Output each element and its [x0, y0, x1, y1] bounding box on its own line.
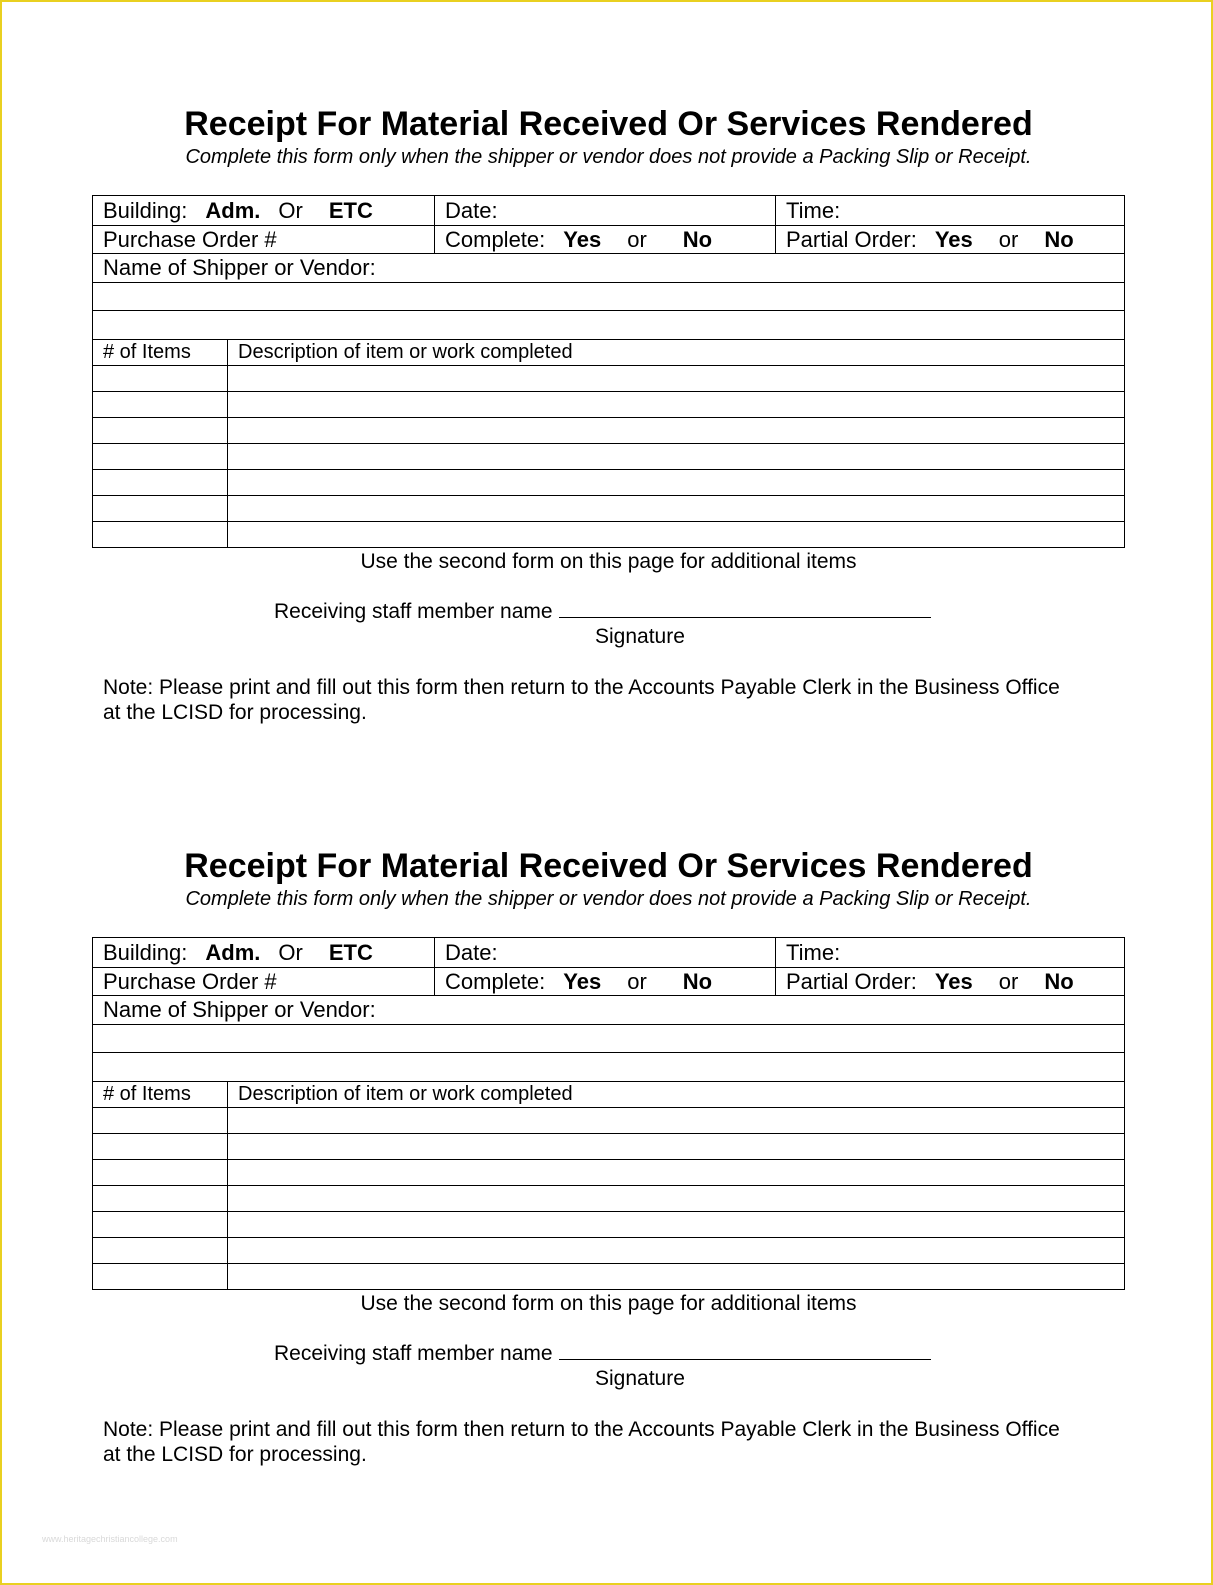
items-count-cell[interactable] — [93, 366, 227, 391]
staff-signature-line[interactable] — [559, 599, 931, 618]
description-cell[interactable] — [227, 392, 1124, 417]
items-count-cell[interactable] — [93, 470, 227, 495]
table-row — [93, 365, 1124, 391]
description-header: Description of item or work completed — [227, 340, 1124, 365]
items-count-cell[interactable] — [93, 1186, 227, 1211]
items-header-row — [93, 339, 1124, 365]
building-date-time-row — [93, 196, 1124, 225]
building-date-time-row — [93, 938, 1124, 967]
table-row — [93, 1211, 1124, 1237]
vendor-blank-row[interactable] — [93, 310, 1124, 339]
table-row — [93, 443, 1124, 469]
additional-items-note: Use the second form on this page for additional items — [360, 1292, 857, 1315]
table-row — [93, 1107, 1124, 1133]
complete-label: Complete: — [445, 226, 546, 252]
form-title: Receipt For Material Received Or Services Rendered — [184, 847, 1033, 885]
date-label: Date: — [445, 197, 498, 223]
building-or: Or — [278, 197, 303, 223]
note-line-1: Note: Please print and fill out this form then return to the Accounts Payable Clerk in the Business Office — [103, 676, 1060, 699]
purchase-order-cell[interactable] — [93, 968, 434, 996]
items-count-cell[interactable] — [93, 1212, 227, 1237]
description-cell[interactable] — [227, 1264, 1124, 1289]
partial-no: No — [1044, 226, 1074, 252]
form-title: Receipt For Material Received Or Services Rendered — [184, 105, 1033, 143]
date-cell[interactable] — [434, 196, 775, 225]
table-row — [93, 1185, 1124, 1211]
items-count-header: # of Items — [103, 340, 191, 363]
time-label: Time: — [786, 939, 841, 965]
building-label: Building: — [103, 197, 188, 223]
partial-yes: Yes — [934, 968, 973, 994]
items-count-cell[interactable] — [93, 1134, 227, 1159]
complete-or: or — [627, 968, 647, 994]
description-cell[interactable] — [227, 470, 1124, 495]
blank-cell[interactable] — [93, 283, 1124, 311]
staff-name-field[interactable] — [274, 599, 931, 624]
items-count-cell[interactable] — [93, 418, 227, 443]
blank-cell[interactable] — [93, 311, 1124, 339]
building-option-adm: Adm. — [205, 197, 261, 223]
form-subtitle: Complete this form only when the shipper or vendor does not provide a Packing Slip or Receipt. — [185, 146, 1032, 168]
table-row — [93, 391, 1124, 417]
description-cell[interactable] — [227, 444, 1124, 469]
date-cell[interactable] — [434, 938, 775, 967]
partial-no: No — [1044, 968, 1074, 994]
description-cell[interactable] — [227, 522, 1124, 547]
items-count-cell[interactable] — [93, 522, 227, 547]
time-cell[interactable] — [775, 938, 1124, 967]
items-count-cell[interactable] — [93, 1238, 227, 1263]
vendor-label-row — [93, 995, 1124, 1024]
date-label: Date: — [445, 939, 498, 965]
blank-cell[interactable] — [93, 1053, 1124, 1081]
description-cell[interactable] — [227, 1134, 1124, 1159]
form-grid — [92, 195, 1125, 548]
signature-label: Signature — [595, 1367, 685, 1390]
time-label: Time: — [786, 197, 841, 223]
form-subtitle: Complete this form only when the shipper or vendor does not provide a Packing Slip or Receipt. — [185, 888, 1032, 910]
building-cell[interactable] — [93, 196, 434, 225]
vendor-label-row — [93, 253, 1124, 282]
description-cell[interactable] — [227, 1108, 1124, 1133]
table-row — [93, 1159, 1124, 1185]
table-row — [93, 1237, 1124, 1263]
table-row — [93, 521, 1124, 547]
items-count-cell[interactable] — [93, 392, 227, 417]
note-line-1: Note: Please print and fill out this form then return to the Accounts Payable Clerk in the Business Office — [103, 1418, 1060, 1441]
vendor-cell[interactable] — [93, 254, 1124, 282]
table-row — [93, 1263, 1124, 1289]
processing-note — [103, 1417, 1113, 1467]
partial-order-cell[interactable] — [775, 226, 1124, 254]
description-cell[interactable] — [227, 1186, 1124, 1211]
building-option-adm: Adm. — [205, 939, 261, 965]
complete-yes: Yes — [563, 226, 602, 252]
items-count-header: # of Items — [103, 1082, 191, 1105]
staff-name-label: Receiving staff member name — [274, 1342, 553, 1365]
vendor-label: Name of Shipper or Vendor: — [103, 255, 376, 281]
complete-or: or — [627, 226, 647, 252]
description-cell[interactable] — [227, 1212, 1124, 1237]
items-count-cell[interactable] — [93, 444, 227, 469]
complete-yes: Yes — [563, 968, 602, 994]
complete-cell[interactable] — [434, 226, 775, 254]
time-cell[interactable] — [775, 196, 1124, 225]
vendor-blank-row[interactable] — [93, 282, 1124, 311]
description-cell[interactable] — [227, 366, 1124, 391]
note-line-2: at the LCISD for processing. — [103, 1443, 367, 1466]
partial-order-cell[interactable] — [775, 968, 1124, 996]
items-count-cell[interactable] — [93, 1264, 227, 1289]
blank-cell[interactable] — [93, 1025, 1124, 1053]
vendor-label: Name of Shipper or Vendor: — [103, 997, 376, 1023]
description-cell[interactable] — [227, 1160, 1124, 1185]
po-complete-partial-row — [93, 967, 1124, 996]
po-complete-partial-row — [93, 225, 1124, 254]
complete-label: Complete: — [445, 968, 546, 994]
vendor-blank-row[interactable] — [93, 1052, 1124, 1081]
partial-or: or — [998, 968, 1019, 994]
description-cell[interactable] — [227, 496, 1124, 521]
staff-name-field[interactable] — [274, 1341, 931, 1366]
partial-order-label: Partial Order: — [786, 226, 917, 252]
note-line-2: at the LCISD for processing. — [103, 701, 367, 724]
staff-signature-line[interactable] — [559, 1341, 931, 1360]
building-label: Building: — [103, 939, 188, 965]
vendor-blank-row[interactable] — [93, 1024, 1124, 1053]
partial-yes: Yes — [934, 226, 973, 252]
purchase-order-cell[interactable] — [93, 226, 434, 254]
vendor-cell[interactable] — [93, 996, 1124, 1024]
complete-cell[interactable] — [434, 968, 775, 996]
table-row — [93, 469, 1124, 495]
form-grid — [92, 937, 1125, 1290]
building-cell[interactable] — [93, 938, 434, 967]
purchase-order-label: Purchase Order # — [103, 968, 277, 994]
building-or: Or — [278, 939, 303, 965]
processing-note — [103, 675, 1113, 725]
staff-name-label: Receiving staff member name — [274, 600, 553, 623]
building-option-etc: ETC — [328, 197, 373, 223]
building-option-etc: ETC — [328, 939, 373, 965]
partial-order-label: Partial Order: — [786, 968, 917, 994]
items-count-cell[interactable] — [93, 1160, 227, 1185]
description-cell[interactable] — [227, 1238, 1124, 1263]
additional-items-note: Use the second form on this page for additional items — [360, 550, 857, 573]
items-count-cell[interactable] — [93, 1108, 227, 1133]
table-row — [93, 1133, 1124, 1159]
signature-label: Signature — [595, 625, 685, 648]
complete-no: No — [682, 968, 713, 994]
complete-no: No — [682, 226, 713, 252]
description-header: Description of item or work completed — [227, 1082, 1124, 1107]
items-header-row — [93, 1081, 1124, 1107]
description-cell[interactable] — [227, 418, 1124, 443]
items-count-cell[interactable] — [93, 496, 227, 521]
watermark: www.heritagechristiancollege.com — [42, 1534, 178, 1544]
purchase-order-label: Purchase Order # — [103, 226, 277, 252]
partial-or: or — [998, 226, 1019, 252]
table-row — [93, 495, 1124, 521]
table-row — [93, 417, 1124, 443]
